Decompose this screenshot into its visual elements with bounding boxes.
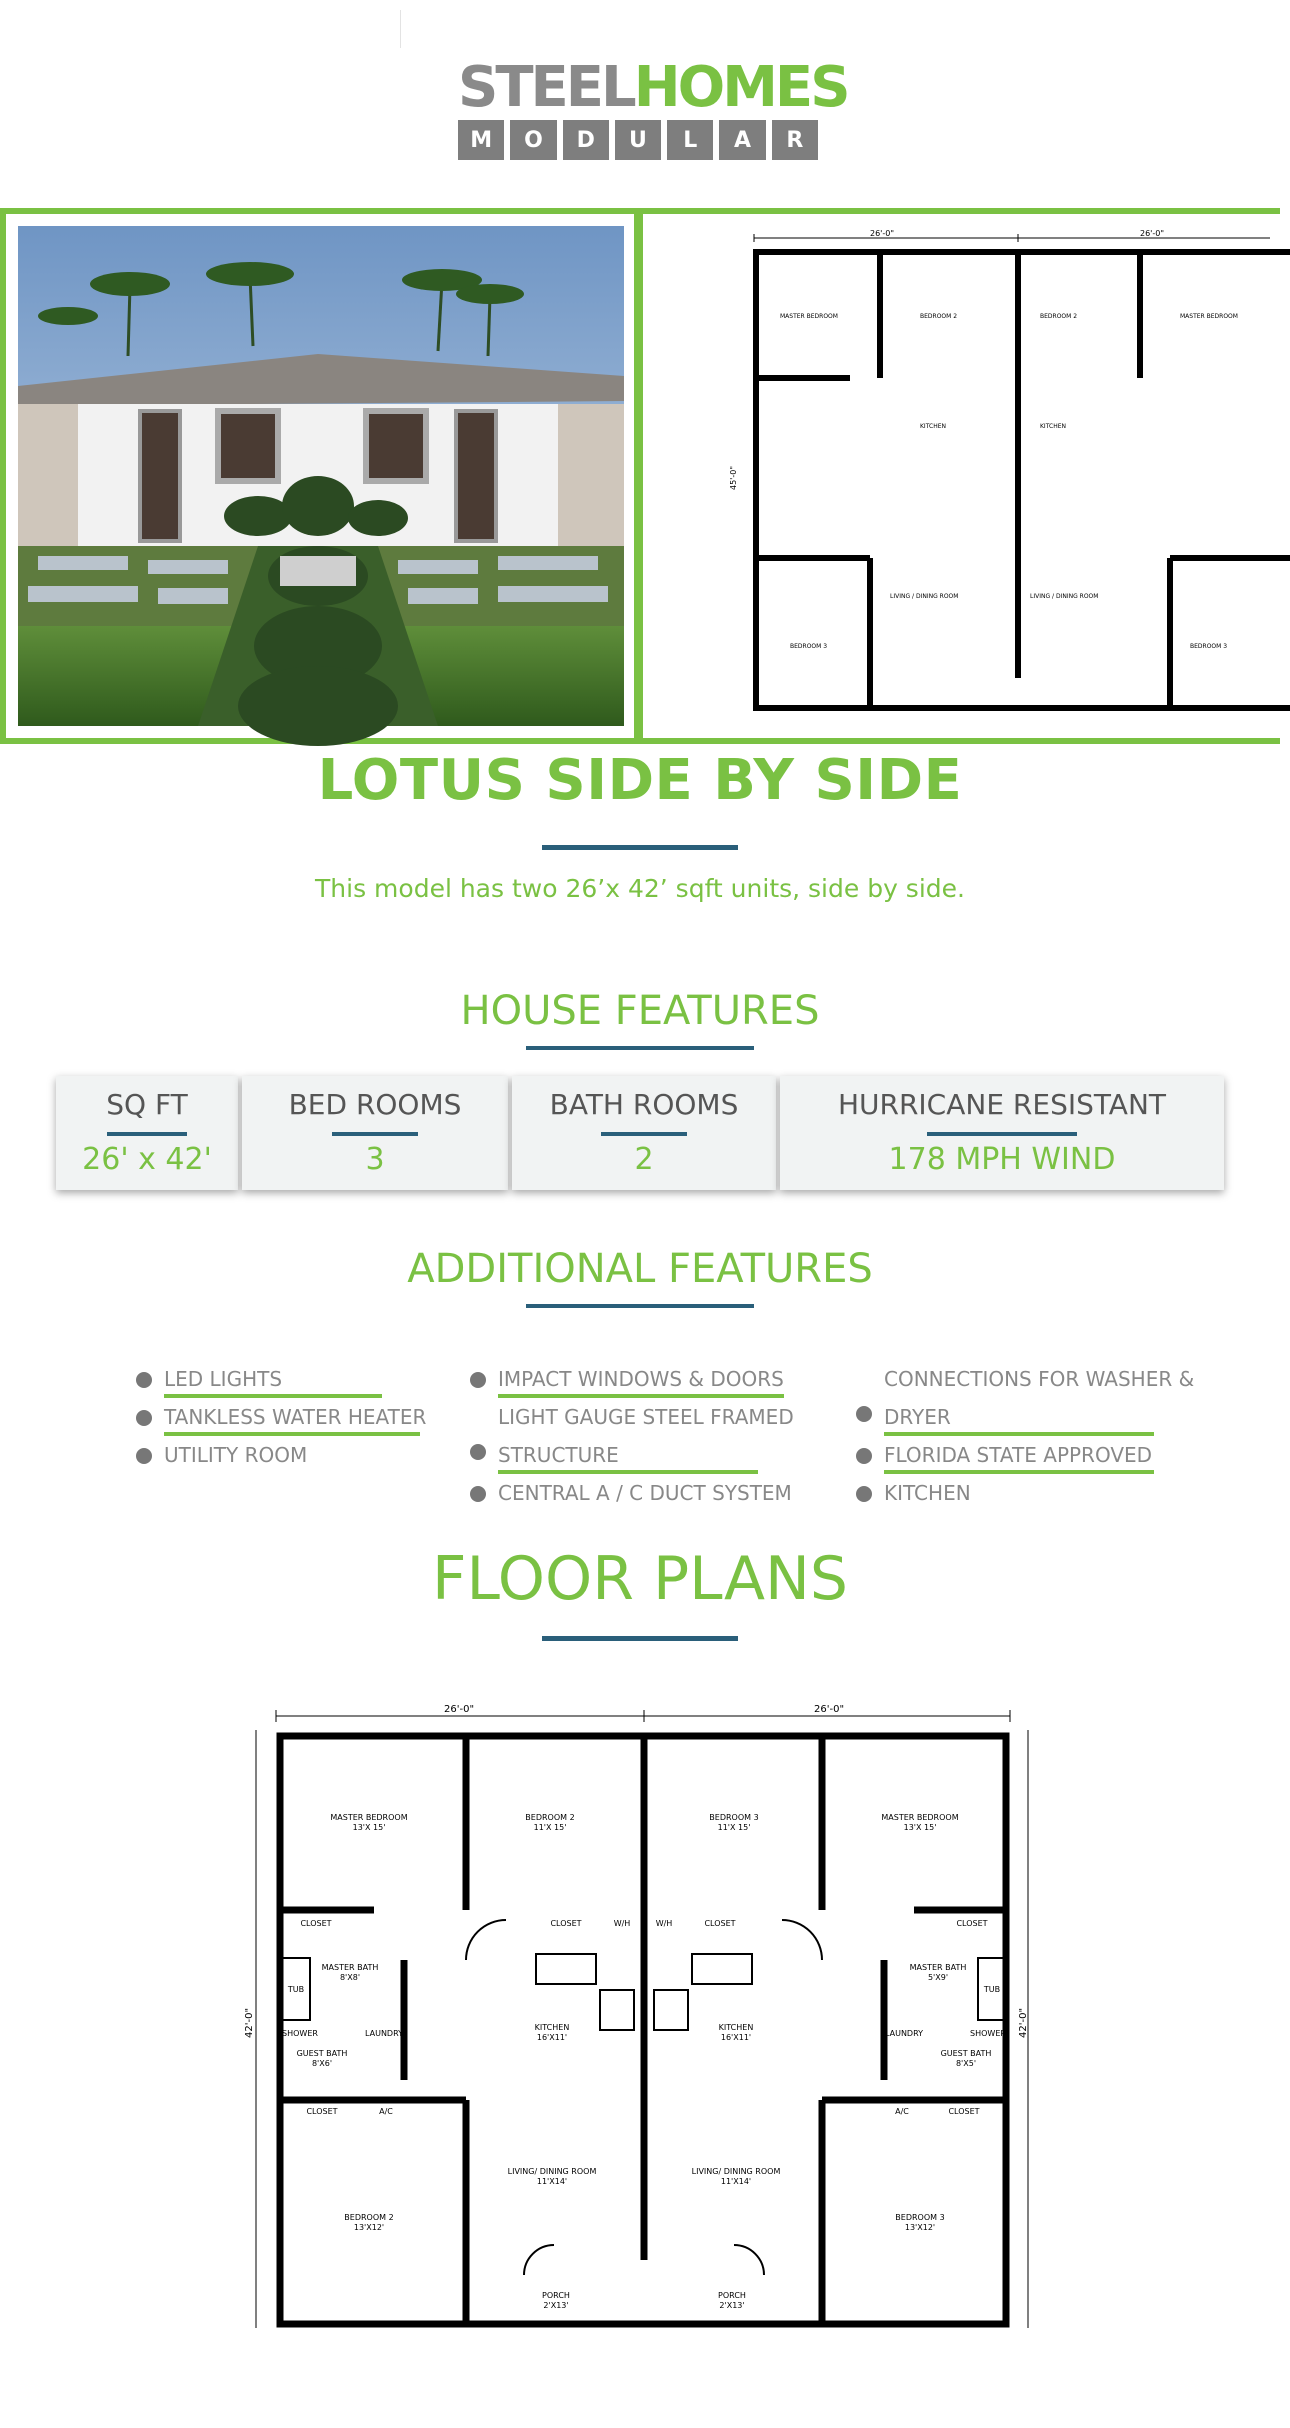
room-label: MASTER BEDROOM bbox=[780, 313, 838, 320]
additional-features-heading: ADDITIONAL FEATURES bbox=[407, 1246, 873, 1292]
floor-plan-image bbox=[244, 1700, 1040, 2336]
room-size: 2'X13' bbox=[543, 2301, 569, 2310]
hero-gallery bbox=[0, 208, 1280, 744]
room-size: 11'X 15' bbox=[717, 1823, 751, 1832]
floor-plan-thumbnail[interactable] bbox=[730, 228, 1290, 728]
additional-features-divider bbox=[526, 1304, 754, 1308]
model-subtitle: This model has two 26’x 42’ sqft units, side by side. bbox=[315, 874, 965, 903]
feature-value: 3 bbox=[365, 1142, 385, 1177]
steelhomes-logo[interactable] bbox=[458, 55, 848, 160]
header-divider bbox=[400, 10, 401, 48]
feature-text: KITCHEN bbox=[884, 1481, 971, 1505]
room-label: W/H bbox=[655, 1919, 673, 1928]
plan-dim-label: 26'-0" bbox=[870, 229, 895, 238]
feature-card-sqft bbox=[56, 1076, 238, 1190]
floor-plans-divider bbox=[542, 1636, 738, 1641]
room-label: LIVING/ DINING ROOM bbox=[507, 2167, 597, 2176]
feature-label: BATH ROOMS bbox=[549, 1088, 739, 1121]
room-label: MASTER BEDROOM bbox=[1180, 313, 1238, 320]
room-size: 13'X12' bbox=[904, 2223, 936, 2232]
room-label: MASTER BEDROOM bbox=[881, 1813, 959, 1822]
room-label: GUEST BATH bbox=[296, 2049, 348, 2058]
feature-underline bbox=[107, 1132, 187, 1136]
feature-card-hurricane bbox=[780, 1076, 1224, 1190]
room-label: KITCHEN bbox=[1040, 423, 1066, 430]
logo-word-homes: HOMES bbox=[633, 55, 848, 120]
logo-letter: O bbox=[510, 120, 556, 160]
plan-side-dim: 45'-0" bbox=[729, 465, 738, 490]
features-column-1 bbox=[136, 1360, 436, 1474]
room-label: A/C bbox=[895, 2107, 909, 2116]
feature-item bbox=[856, 1474, 1216, 1512]
logo-letter: L bbox=[667, 120, 713, 160]
features-column-3 bbox=[856, 1360, 1216, 1512]
feature-label: HURRICANE RESISTANT bbox=[837, 1088, 1167, 1121]
bullet-icon bbox=[470, 1486, 486, 1502]
room-label: LAUNDRY bbox=[884, 2029, 924, 2038]
house-rendering-image bbox=[18, 226, 624, 726]
feature-value: 178 MPH WIND bbox=[888, 1142, 1116, 1177]
plan-dim-label: 26'-0" bbox=[1140, 229, 1165, 238]
floor-plan-thumbnail-image bbox=[730, 228, 1290, 728]
room-size: 8'X5' bbox=[955, 2059, 977, 2068]
room-label: KITCHEN bbox=[920, 423, 946, 430]
logo-word-steel: STEEL bbox=[458, 55, 634, 120]
feature-text: DRYER bbox=[884, 1405, 951, 1429]
room-label: BEDROOM 3 bbox=[1190, 643, 1228, 650]
bullet-icon bbox=[136, 1372, 152, 1388]
room-label: CLOSET bbox=[550, 1919, 582, 1928]
room-size: 13'X12' bbox=[353, 2223, 385, 2232]
feature-underline bbox=[332, 1132, 418, 1136]
feature-underline bbox=[927, 1132, 1077, 1136]
logo-letter: A bbox=[719, 120, 765, 160]
logo-modular bbox=[458, 120, 818, 160]
feature-item bbox=[856, 1360, 1216, 1436]
feature-text: LIGHT GAUGE STEEL FRAMED bbox=[498, 1405, 794, 1429]
room-label: CLOSET bbox=[704, 1919, 736, 1928]
room-label: BEDROOM 2 bbox=[1040, 313, 1078, 320]
bullet-icon bbox=[470, 1444, 486, 1460]
room-label: TUB bbox=[287, 1985, 305, 1994]
dim-label: 26'-0" bbox=[444, 1704, 475, 1715]
room-label: CLOSET bbox=[956, 1919, 988, 1928]
logo-letter: U bbox=[615, 120, 661, 160]
room-label: LIVING / DINING ROOM bbox=[890, 593, 959, 600]
feature-text: STRUCTURE bbox=[498, 1443, 619, 1467]
feature-card-bedrooms bbox=[242, 1076, 508, 1190]
room-label: LIVING/ DINING ROOM bbox=[691, 2167, 781, 2176]
room-label: CLOSET bbox=[306, 2107, 338, 2116]
floor-plan[interactable] bbox=[244, 1700, 1040, 2336]
room-label: LAUNDRY bbox=[364, 2029, 404, 2038]
side-dim-label: 42'-0" bbox=[1018, 2007, 1029, 2038]
feature-item bbox=[136, 1360, 436, 1398]
logo-letter: D bbox=[563, 120, 609, 160]
room-size: 11'X14' bbox=[720, 2177, 752, 2186]
bullet-icon bbox=[470, 1372, 486, 1388]
room-label: BEDROOM 3 bbox=[895, 2213, 945, 2222]
room-label: KITCHEN bbox=[534, 2023, 570, 2032]
room-label: BEDROOM 2 bbox=[920, 313, 958, 320]
feature-text: CONNECTIONS FOR WASHER & bbox=[884, 1367, 1195, 1391]
feature-text: TANKLESS WATER HEATER bbox=[164, 1405, 427, 1429]
room-label: MASTER BATH bbox=[909, 1963, 967, 1972]
bullet-icon bbox=[136, 1448, 152, 1464]
room-label: BEDROOM 3 bbox=[790, 643, 828, 650]
bullet-icon bbox=[856, 1406, 872, 1422]
bullet-icon bbox=[856, 1486, 872, 1502]
room-label: SHOWER bbox=[282, 2029, 318, 2038]
floor-plans-heading: FLOOR PLANS bbox=[431, 1544, 848, 1614]
room-size: 13'X 15' bbox=[903, 1823, 937, 1832]
room-label: BEDROOM 2 bbox=[525, 1813, 575, 1822]
feature-card-bathrooms bbox=[512, 1076, 776, 1190]
feature-text: LED LIGHTS bbox=[164, 1367, 283, 1391]
room-size: 5'X9' bbox=[927, 1973, 949, 1982]
room-size: 13'X 15' bbox=[352, 1823, 386, 1832]
room-label: PORCH bbox=[542, 2291, 570, 2300]
room-size: 8'X6' bbox=[311, 2059, 333, 2068]
room-label: BEDROOM 3 bbox=[709, 1813, 759, 1822]
title-divider bbox=[542, 845, 738, 850]
feature-item bbox=[856, 1436, 1216, 1474]
room-size: 11'X14' bbox=[536, 2177, 568, 2186]
room-label: PORCH bbox=[718, 2291, 746, 2300]
logo-letter: R bbox=[772, 120, 818, 160]
feature-item bbox=[136, 1436, 436, 1474]
room-label: TUB bbox=[983, 1985, 1001, 1994]
room-size: 2'X13' bbox=[719, 2301, 745, 2310]
room-label: SHOWER bbox=[970, 2029, 1006, 2038]
feature-text: UTILITY ROOM bbox=[164, 1443, 308, 1467]
feature-item bbox=[470, 1474, 810, 1512]
room-label: MASTER BATH bbox=[321, 1963, 379, 1972]
feature-item bbox=[136, 1398, 436, 1436]
feature-underline bbox=[601, 1132, 687, 1136]
dim-label: 26'-0" bbox=[814, 1704, 845, 1715]
room-label: GUEST BATH bbox=[940, 2049, 992, 2058]
room-size: 16'X11' bbox=[720, 2033, 752, 2042]
side-dim-label: 42'-0" bbox=[244, 2007, 255, 2038]
feature-item bbox=[470, 1398, 810, 1474]
feature-label: SQ FT bbox=[106, 1088, 188, 1121]
feature-text: FLORIDA STATE APPROVED bbox=[884, 1443, 1153, 1467]
room-label: LIVING / DINING ROOM bbox=[1030, 593, 1099, 600]
room-label: MASTER BEDROOM bbox=[330, 1813, 408, 1822]
bullet-icon bbox=[856, 1448, 872, 1464]
room-label: CLOSET bbox=[300, 1919, 332, 1928]
house-features-divider bbox=[526, 1046, 754, 1050]
logo-letter: M bbox=[458, 120, 504, 160]
room-label: KITCHEN bbox=[718, 2023, 754, 2032]
house-features-heading: HOUSE FEATURES bbox=[460, 988, 820, 1034]
model-title: LOTUS SIDE BY SIDE bbox=[317, 748, 963, 813]
feature-value: 2 bbox=[634, 1142, 654, 1177]
feature-item bbox=[470, 1360, 810, 1398]
room-label: A/C bbox=[379, 2107, 393, 2116]
house-rendering-photo[interactable] bbox=[18, 226, 624, 726]
feature-text: CENTRAL A / C DUCT SYSTEM bbox=[498, 1481, 792, 1505]
feature-value: 26' x 42' bbox=[82, 1142, 212, 1177]
features-column-2 bbox=[470, 1360, 810, 1512]
feature-text: IMPACT WINDOWS & DOORS bbox=[498, 1367, 784, 1391]
room-size: 16'X11' bbox=[536, 2033, 568, 2042]
logo-wordmark bbox=[458, 55, 848, 120]
room-label: BEDROOM 2 bbox=[344, 2213, 394, 2222]
feature-label: BED ROOMS bbox=[288, 1088, 462, 1121]
bullet-icon bbox=[136, 1410, 152, 1426]
room-size: 8'X8' bbox=[339, 1973, 361, 1982]
room-size: 11'X 15' bbox=[533, 1823, 567, 1832]
room-label: CLOSET bbox=[948, 2107, 980, 2116]
room-label: W/H bbox=[613, 1919, 631, 1928]
